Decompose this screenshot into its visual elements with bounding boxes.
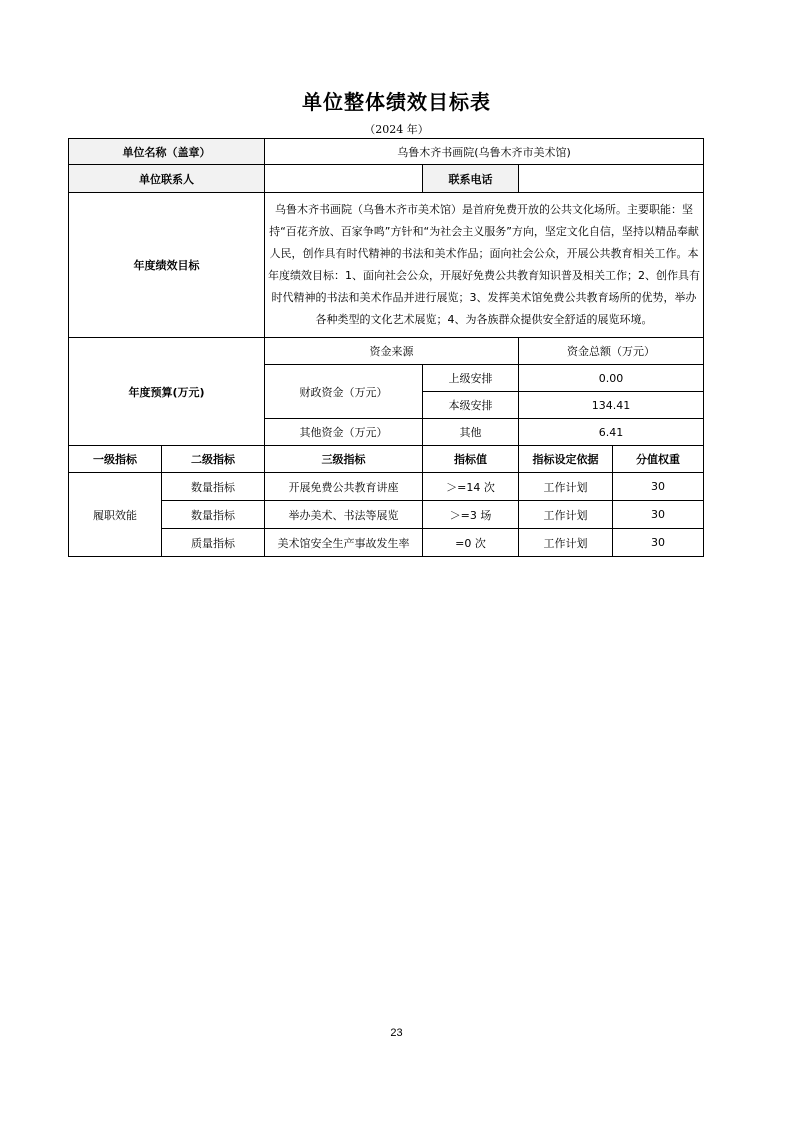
local-arrangement-label: 本级安排 bbox=[423, 392, 519, 419]
goals-label: 年度绩效目标 bbox=[69, 193, 265, 338]
indicator-value: ＞=14 次 bbox=[423, 473, 519, 501]
performance-table bbox=[68, 138, 704, 557]
phone-label: 联系电话 bbox=[423, 165, 519, 193]
other-sub-label: 其他 bbox=[423, 419, 519, 446]
unit-name-row bbox=[69, 139, 704, 165]
level3-indicator: 开展免费公共教育讲座 bbox=[265, 473, 423, 501]
table-row bbox=[69, 501, 704, 529]
indicator-basis: 工作计划 bbox=[519, 501, 613, 529]
other-fund-value: 6.41 bbox=[519, 419, 704, 446]
header-basis: 指标设定依据 bbox=[519, 446, 613, 473]
header-level1: 一级指标 bbox=[69, 446, 162, 473]
level1-indicator: 履职效能 bbox=[69, 473, 162, 557]
year-label: （2024 年） bbox=[364, 123, 429, 136]
fund-source-header: 资金来源 bbox=[265, 338, 519, 365]
table-row bbox=[69, 529, 704, 557]
contact-value bbox=[265, 165, 423, 193]
unit-contact-row bbox=[69, 165, 704, 193]
local-arrangement-value: 134.41 bbox=[519, 392, 704, 419]
unit-name-value: 乌鲁木齐书画院(乌鲁木齐市美术馆) bbox=[265, 139, 704, 165]
goals-row bbox=[69, 193, 704, 338]
indicator-weight: 30 bbox=[613, 501, 704, 529]
header-level2: 二级指标 bbox=[162, 446, 265, 473]
contact-label: 单位联系人 bbox=[69, 165, 265, 193]
budget-label: 年度预算(万元) bbox=[69, 338, 265, 446]
indicator-weight: 30 bbox=[613, 529, 704, 557]
page-number: 23 bbox=[390, 1027, 403, 1039]
indicator-weight: 30 bbox=[613, 473, 704, 501]
budget-header-row bbox=[69, 338, 704, 365]
unit-name-label: 单位名称（盖章） bbox=[69, 139, 265, 165]
table-row bbox=[69, 473, 704, 501]
indicator-basis: 工作计划 bbox=[519, 529, 613, 557]
level2-indicator: 质量指标 bbox=[162, 529, 265, 557]
indicator-basis: 工作计划 bbox=[519, 473, 613, 501]
level3-indicator: 美术馆安全生产事故发生率 bbox=[265, 529, 423, 557]
indicator-header-row bbox=[69, 446, 704, 473]
indicator-value: =0 次 bbox=[423, 529, 519, 557]
phone-value bbox=[519, 165, 704, 193]
header-value: 指标值 bbox=[423, 446, 519, 473]
upper-arrangement-value: 0.00 bbox=[519, 365, 704, 392]
level2-indicator: 数量指标 bbox=[162, 473, 265, 501]
upper-arrangement-label: 上级安排 bbox=[423, 365, 519, 392]
fund-total-header: 资金总额（万元） bbox=[519, 338, 704, 365]
page-title: 单位整体绩效目标表 bbox=[302, 90, 491, 114]
header-level3: 三级指标 bbox=[265, 446, 423, 473]
header-weight: 分值权重 bbox=[613, 446, 704, 473]
level3-indicator: 举办美术、书法等展览 bbox=[265, 501, 423, 529]
level2-indicator: 数量指标 bbox=[162, 501, 265, 529]
fiscal-fund-label: 财政资金（万元） bbox=[265, 365, 423, 419]
goals-text: 乌鲁木齐书画院（乌鲁木齐市美术馆）是首府免费开放的公共文化场所。主要职能：坚持“百花齐放、百家争鸣”方针和“为社会主义服务”方向，坚定文化自信，坚持以精品奉献人民，创作具有时代精神的书法和美术作品；面向社会公众，开展公共教育相关工作。本年度绩效目标：1、面向社会公众，开展好免费公共教育知识普及相关工作；2、创作具有时代精神的书法和美术作品并进行展览；3、发挥美术馆免费公共教育场所的优势，举办各种类型的文化艺术展览；4、为各族群众提供安全舒适的展览环境。 bbox=[265, 193, 704, 338]
indicator-value: ＞=3 场 bbox=[423, 501, 519, 529]
other-fund-label: 其他资金（万元） bbox=[265, 419, 423, 446]
